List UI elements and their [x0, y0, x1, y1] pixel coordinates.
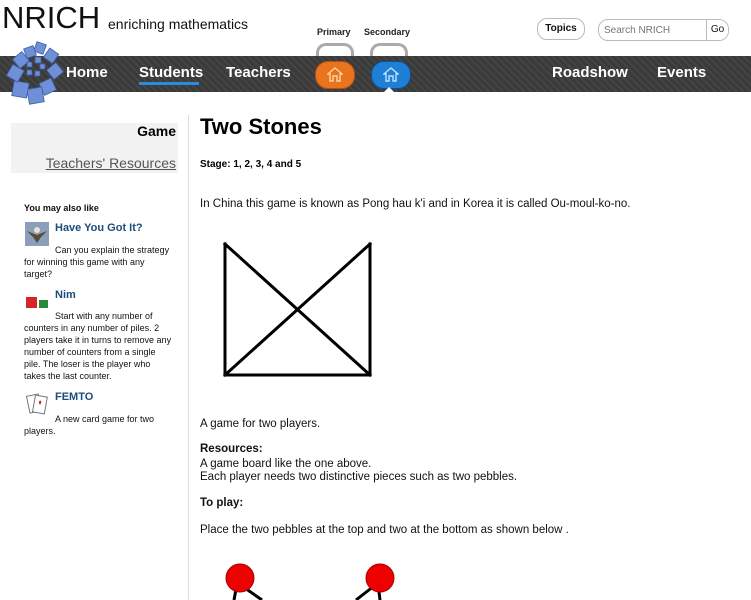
secondary-arc-decoration	[370, 43, 408, 56]
topics-button[interactable]: Topics	[537, 18, 585, 40]
eagle-icon[interactable]	[25, 222, 49, 246]
secondary-level-label[interactable]: Secondary	[364, 27, 411, 37]
related-title-nim[interactable]: Nim	[55, 289, 76, 301]
related-description: A new card game for two players.	[24, 414, 155, 436]
search-go-button[interactable]: Go	[706, 20, 728, 40]
site-tagline: enriching mathematics	[108, 16, 249, 32]
column-divider	[188, 115, 189, 600]
resources-line-2: Each player needs two distinctive pieces such as two pebbles.	[200, 471, 518, 483]
game-board-diagram	[222, 240, 378, 380]
primary-level-label[interactable]: Primary	[317, 27, 351, 37]
sidebar-category-label: Game	[137, 123, 176, 139]
nav-students[interactable]: Students	[139, 64, 204, 81]
instruction-text: Place the two pebbles at the top and two at the bottom as shown below .	[200, 524, 569, 536]
pebble-setup-diagram	[222, 562, 402, 600]
related-description: Can you explain the strategy for winning this game with any target?	[24, 245, 170, 279]
also-like-heading: You may also like	[24, 203, 99, 213]
stage-label: Stage: 1, 2, 3, 4 and 5	[200, 159, 302, 170]
page-title: Two Stones	[200, 114, 322, 139]
site-logo-text[interactable]: NRICH	[2, 0, 101, 35]
nrich-spiral-logo-icon[interactable]	[5, 40, 65, 112]
search-box	[598, 19, 729, 41]
primary-arc-decoration	[316, 43, 354, 56]
nav-active-underline	[139, 82, 199, 85]
search-input[interactable]	[599, 20, 708, 40]
related-description: Start with any number of counters in any number of piles. 2 players take it in turns to remove any number of counters from a single pile. The loser is the player who takes the last counter.	[24, 311, 172, 381]
teachers-resources-link[interactable]: Teachers' Resources	[45, 155, 176, 171]
players-text: A game for two players.	[200, 418, 321, 430]
to-play-heading: To play:	[200, 497, 244, 509]
related-title-femto[interactable]: FEMTO	[55, 391, 94, 403]
intro-text: In China this game is known as Pong hau k'i and in Korea it is called Ou-moul-ko-no.	[200, 198, 631, 210]
primary-home-button[interactable]	[315, 61, 355, 89]
nav-events[interactable]: Events	[657, 64, 707, 81]
secondary-home-button[interactable]	[371, 61, 411, 89]
house-icon	[383, 67, 399, 82]
active-level-pointer	[382, 87, 396, 94]
nav-teachers[interactable]: Teachers	[226, 64, 291, 81]
resources-line-1: A game board like the one above.	[200, 458, 372, 470]
nav-home[interactable]: Home	[66, 64, 108, 81]
nav-roadshow[interactable]: Roadshow	[552, 64, 628, 81]
resources-heading: Resources:	[200, 443, 263, 455]
related-title-have-you-got-it[interactable]: Have You Got It?	[55, 222, 143, 234]
house-icon	[327, 67, 343, 82]
